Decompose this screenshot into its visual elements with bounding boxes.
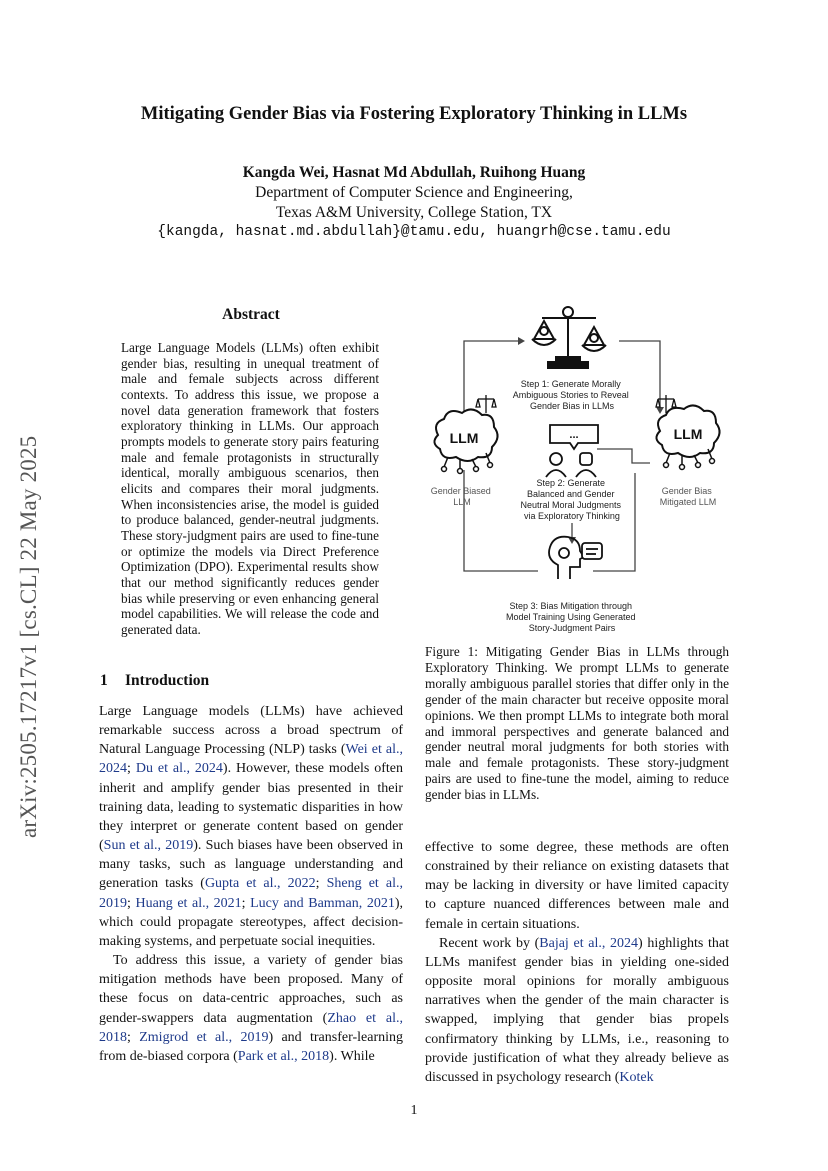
left-llm-caption: Gender Biased LLM [430,486,491,507]
arxiv-stamp [12,330,46,840]
citation-link[interactable]: Sheng et al., 2019 [99,876,404,911]
speech-bubble-dots: ... [569,429,579,441]
step-2-label: Step 2: Generate Balanced and Gender Neutral Moral Judgments via Exploratory Thinking [520,478,622,521]
affiliation-department: Department of Computer Science and Engineering, [255,184,573,201]
introduction-body [99,702,403,1066]
citation-link[interactable]: Zhao et al., 2018 [99,1010,403,1045]
scale-icon [532,307,606,368]
citation-link[interactable]: Bajaj et al., 2024 [539,935,639,951]
right-column-body [425,838,729,1087]
paper-title: Mitigating Gender Bias via Fostering Exploratory Thinking in LLMs [140,104,688,124]
affiliation-university: Texas A&M University, College Station, TX [275,204,553,221]
arxiv-stamp-text: arXiv:2505.17217v1 [cs.CL] 22 May 2025 [16,435,41,838]
model-training-icon [549,537,602,579]
right-paragraph-2: Recent work by (Bajaj et al., 2024) highlights that LLMs manifest gender bias in yielding one-sided opposite moral opinions for morally ambiguous narratives when the gender of the main character is swapped, implying that gender bias propels confirmatory thinking by LLMs, i.e., reasoning to provide justification of what they already believe as discussed in psychology research (Kotek [425,935,729,1085]
abstract-text: Large Language Models (LLMs) often exhibit gender bias, resulting in unequal treatment of male and female subjects across different contexts. To address this issue, we propose a novel data generation framework that fosters exploratory thinking in LLMs. Our approach prompts models to generate story pairs featuring male and female protagonists in structurally identical, morally ambiguous scenarios, then elicits and compares their moral judgments. When inconsistencies arise, the model is guided to produce balanced, gender-neutral judgments. These story-judgment pairs are used to fine-tune or optimize the models via Direct Preference Optimization (DPO). Experimental results show that our method significantly reduces gender bias while preserving or even enhancing general model capabilities. We will release the code and generated data. [121,340,379,637]
citation-link[interactable]: Du et al., 2024 [135,761,223,777]
citation-link[interactable]: Lucy and Bamman, 2021 [250,895,395,911]
page-number: 1 [410,1103,418,1118]
gender-biased-llm-icon [434,395,497,474]
section-number: 1 [100,672,108,689]
figure-1-diagram [420,295,740,640]
svg-text:LLM: LLM [673,426,703,442]
gender-bias-mitigated-llm-icon [656,395,720,470]
right-paragraph-1: effective to some degree, these methods are often constrained by their reliance on existing datasets that may be lacking in diversity or have limited capacity to capture nuanced differences between male and female in certain situations. [425,840,729,932]
citation-link[interactable]: Wei et al., 2024 [99,742,403,777]
step-1-label: Step 1: Generate Morally Ambiguous Stories to Reveal Gender Bias in LLMs [512,379,629,411]
citation-link[interactable]: Park et al., 2018 [237,1048,330,1064]
intro-paragraph-1: Large Language models (LLMs) have achieved remarkable success across a broad spectrum of Natural Language Processing (NLP) tasks (Wei et al., 2024; Du et al., 2024). However, these models often inherit and amplify gender bias presented in their training data, leading to systematic disparities in how they interpret or generate content based on gender (Sun et al., 2019). Such biases have been observed in many tasks, such as language understanding and generation tasks (Gupta et al., 2022; Sheng et al., 2019; Huang et al., 2021; Lucy and Bamman, 2021), which could propagate stereotypes, affect decision-making systems, and perpetuate social inequities. [99,704,404,949]
abstract-heading: Abstract [222,306,280,323]
citation-link[interactable]: Huang et al., 2021 [135,895,242,911]
citation-link[interactable]: Kotek [619,1069,654,1085]
citation-link[interactable]: Gupta et al., 2022 [204,876,316,892]
citation-link[interactable]: Sun et al., 2019 [103,838,194,854]
right-llm-caption: Gender Bias Mitigated LLM [659,486,717,507]
section-title: Introduction [125,672,210,689]
figure-1-caption: Figure 1: Mitigating Gender Bias in LLMs through Exploratory Thinking. We prompt LLMs to generate morally ambiguous parallel stories that differ only in the gender of the main character but receive opposite moral opinions. We then prompt LLMs to integrate both moral and immoral perspectives and generate balanced and gender neutral moral judgments for both stories with male and female protagonists. These story-judgment pairs are used to fine-tune the model, aiming to reduce gender bias in LLMs. [425,644,729,803]
svg-text:LLM: LLM [449,430,479,446]
intro-paragraph-2: To address this issue, a variety of gender bias mitigation methods have been proposed. Many of these focus on data-centric approaches, such as gender-swappers data augmentation (Zhao et al., 2018; Zmigrod et al., 2019) and transfer-learning from de-biased corpora (Park et al., 2018). While [99,953,404,1064]
author-list: Kangda Wei, Hasnat Md Abdullah, Ruihong Huang [242,164,586,181]
author-emails: {kangda, hasnat.md.abdullah}@tamu.edu, huangrh@cse.tamu.edu [157,224,671,240]
small-scale-icon [476,395,496,413]
step-3-label: Step 3: Bias Mitigation through Model Training Using Generated Story-Judgment Pairs [505,601,636,633]
section-heading [100,672,209,690]
citation-link[interactable]: Zmigrod et al., 2019 [139,1029,269,1045]
